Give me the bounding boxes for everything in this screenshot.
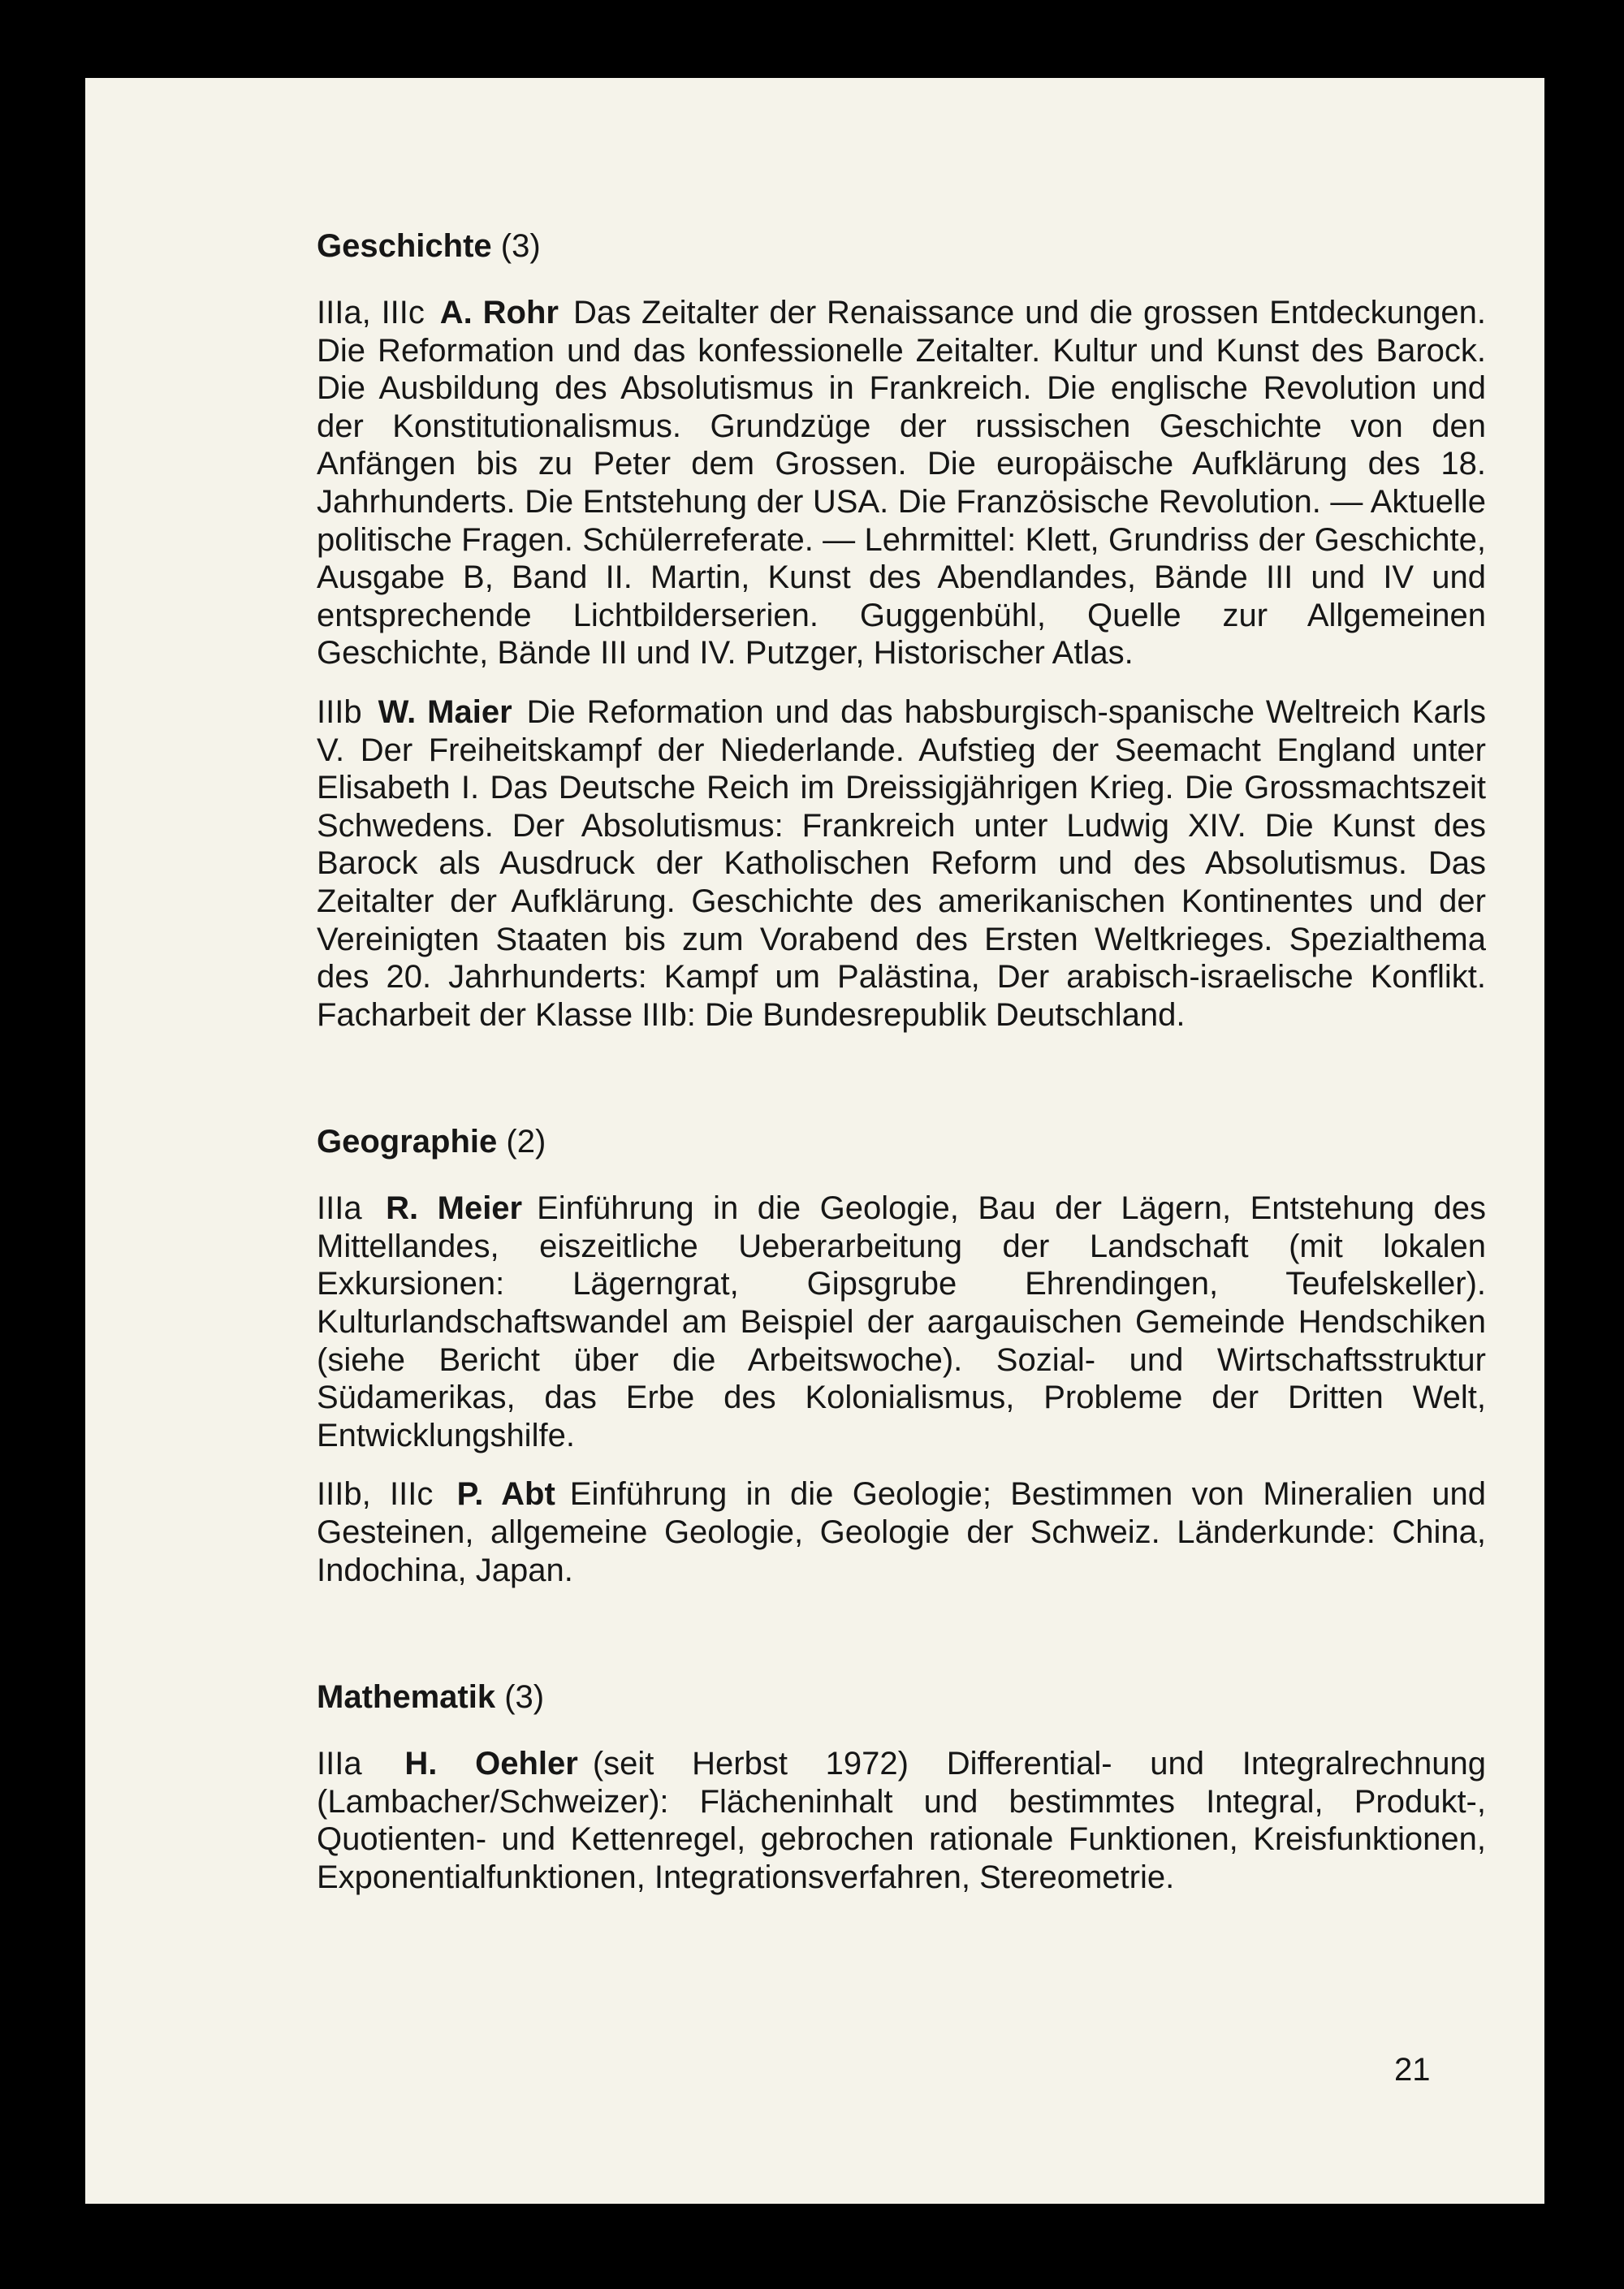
course-entry [317,294,1486,672]
class-codes: IIIa, IIIc [317,295,425,330]
course-description: Die Reformation und das habsburgisch-spanische Weltreich Karls V. Der Freiheitskampf der Niederlande. Aufstieg der Seemacht England unter Elisabeth I. Das Deutsche Reich im Dreissigjährigen Krieg. Die Grossmachtszeit Schwedens. Der Absolutismus: Frankreich unter Ludwig XIV. Die Kunst des Barock als Ausdruck der Katholischen Reform und des Absolutismus. Das Zeitalter der Aufklärung. Geschichte des amerikanischen Kontinentes und der Vereinigten Staaten bis zum Vorabend des Ersten Weltkrieges. Spezialthema des 20. Jahrhunderts: Kampf um Palästina, Der arabisch-israelische Konflikt. Facharbeit der Klasse IIIb: Die Bundesrepublik Deutschland. [317,693,1486,1033]
teacher-name: A. Rohr [439,295,559,330]
section-heading [317,1678,1486,1716]
class-codes: IIIb [317,693,362,730]
section-geschichte [317,227,1486,1034]
section-heading [317,227,1486,265]
section-geographie [317,1123,1486,1589]
course-description: (seit Herbst 1972) Differential- und Integralrechnung (Lambacher/Schweizer): Flächeninhalt und bestimmtes Integral, Produkt-, Quotienten- und Kettenregel, gebrochen rationale Funktionen, Kreisfunktionen, Exponentialfunktionen, Integrationsverfahren, Stereometrie. [317,1746,1486,1895]
section-hours: (2) [506,1124,546,1160]
section-title: Geschichte [317,228,492,264]
course-description: Das Zeitalter der Renaissance und die grossen Entdeckungen. Die Reformation und das konfessionelle Zeitalter. Kultur und Kunst des Barock. Die Ausbildung des Absolutismus in Frankreich. Die englische Revolution und der Konstitutionalismus. Grundzüge der russischen Geschichte von den Anfängen bis zu Peter dem Grossen. Die europäische Aufklärung des 18. Jahrhunderts. Die Entstehung der USA. Die Französische Revolution. — Aktuelle politische Fragen. Schülerreferate. — Lehrmittel: Klett, Grundriss der Geschichte, Ausgabe B, Band II. Martin, Kunst des Abendlandes, Bände III und IV und entsprechende Lichtbilderserien. Guggenbühl, Quelle zur Allgemeinen Geschichte, Bände III und IV. Putzger, Historischer Atlas. [317,295,1486,672]
page-content [317,227,1486,1897]
section-heading [317,1123,1486,1160]
course-entry [317,693,1486,1034]
section-title: Mathematik [317,1679,496,1716]
course-entry [317,1475,1486,1589]
course-entry [317,1745,1486,1896]
class-codes: IIIa [317,1746,362,1782]
section-mathematik [317,1678,1486,1896]
course-description: Einführung in die Geologie; Bestimmen von Mineralien und Gesteinen, allgemeine Geologie, Geologie der Schweiz. Länderkunde: China, Indochina, Japan. [317,1476,1486,1588]
section-hours: (3) [500,228,541,264]
teacher-name: W. Maier [378,693,512,730]
course-entry [317,1190,1486,1454]
page-number: 21 [1394,2052,1431,2088]
teacher-name: H. Oehler [404,1746,578,1782]
teacher-name: R. Meier [386,1190,523,1227]
class-codes: IIIb, IIIc [317,1476,434,1513]
course-description: Einführung in die Geologie, Bau der Lägern, Entstehung des Mittellandes, eiszeitliche Ueberarbeitung der Landschaft (mit lokalen Exkursionen: Lägerngrat, Gipsgrube Ehrendingen, Teufelskeller). Kulturlandschaftswandel am Beispiel der aargauischen Gemeinde Hendschiken (siehe Bericht über die Arbeitswoche). Sozial- und Wirtschaftsstruktur Südamerikas, das Erbe des Kolonialismus, Probleme der Dritten Welt, Entwicklungshilfe. [317,1190,1486,1453]
section-hours: (3) [504,1679,545,1716]
teacher-name: P. Abt [456,1476,555,1513]
document-page [85,78,1544,2204]
section-title: Geographie [317,1124,498,1160]
class-codes: IIIa [317,1190,362,1227]
